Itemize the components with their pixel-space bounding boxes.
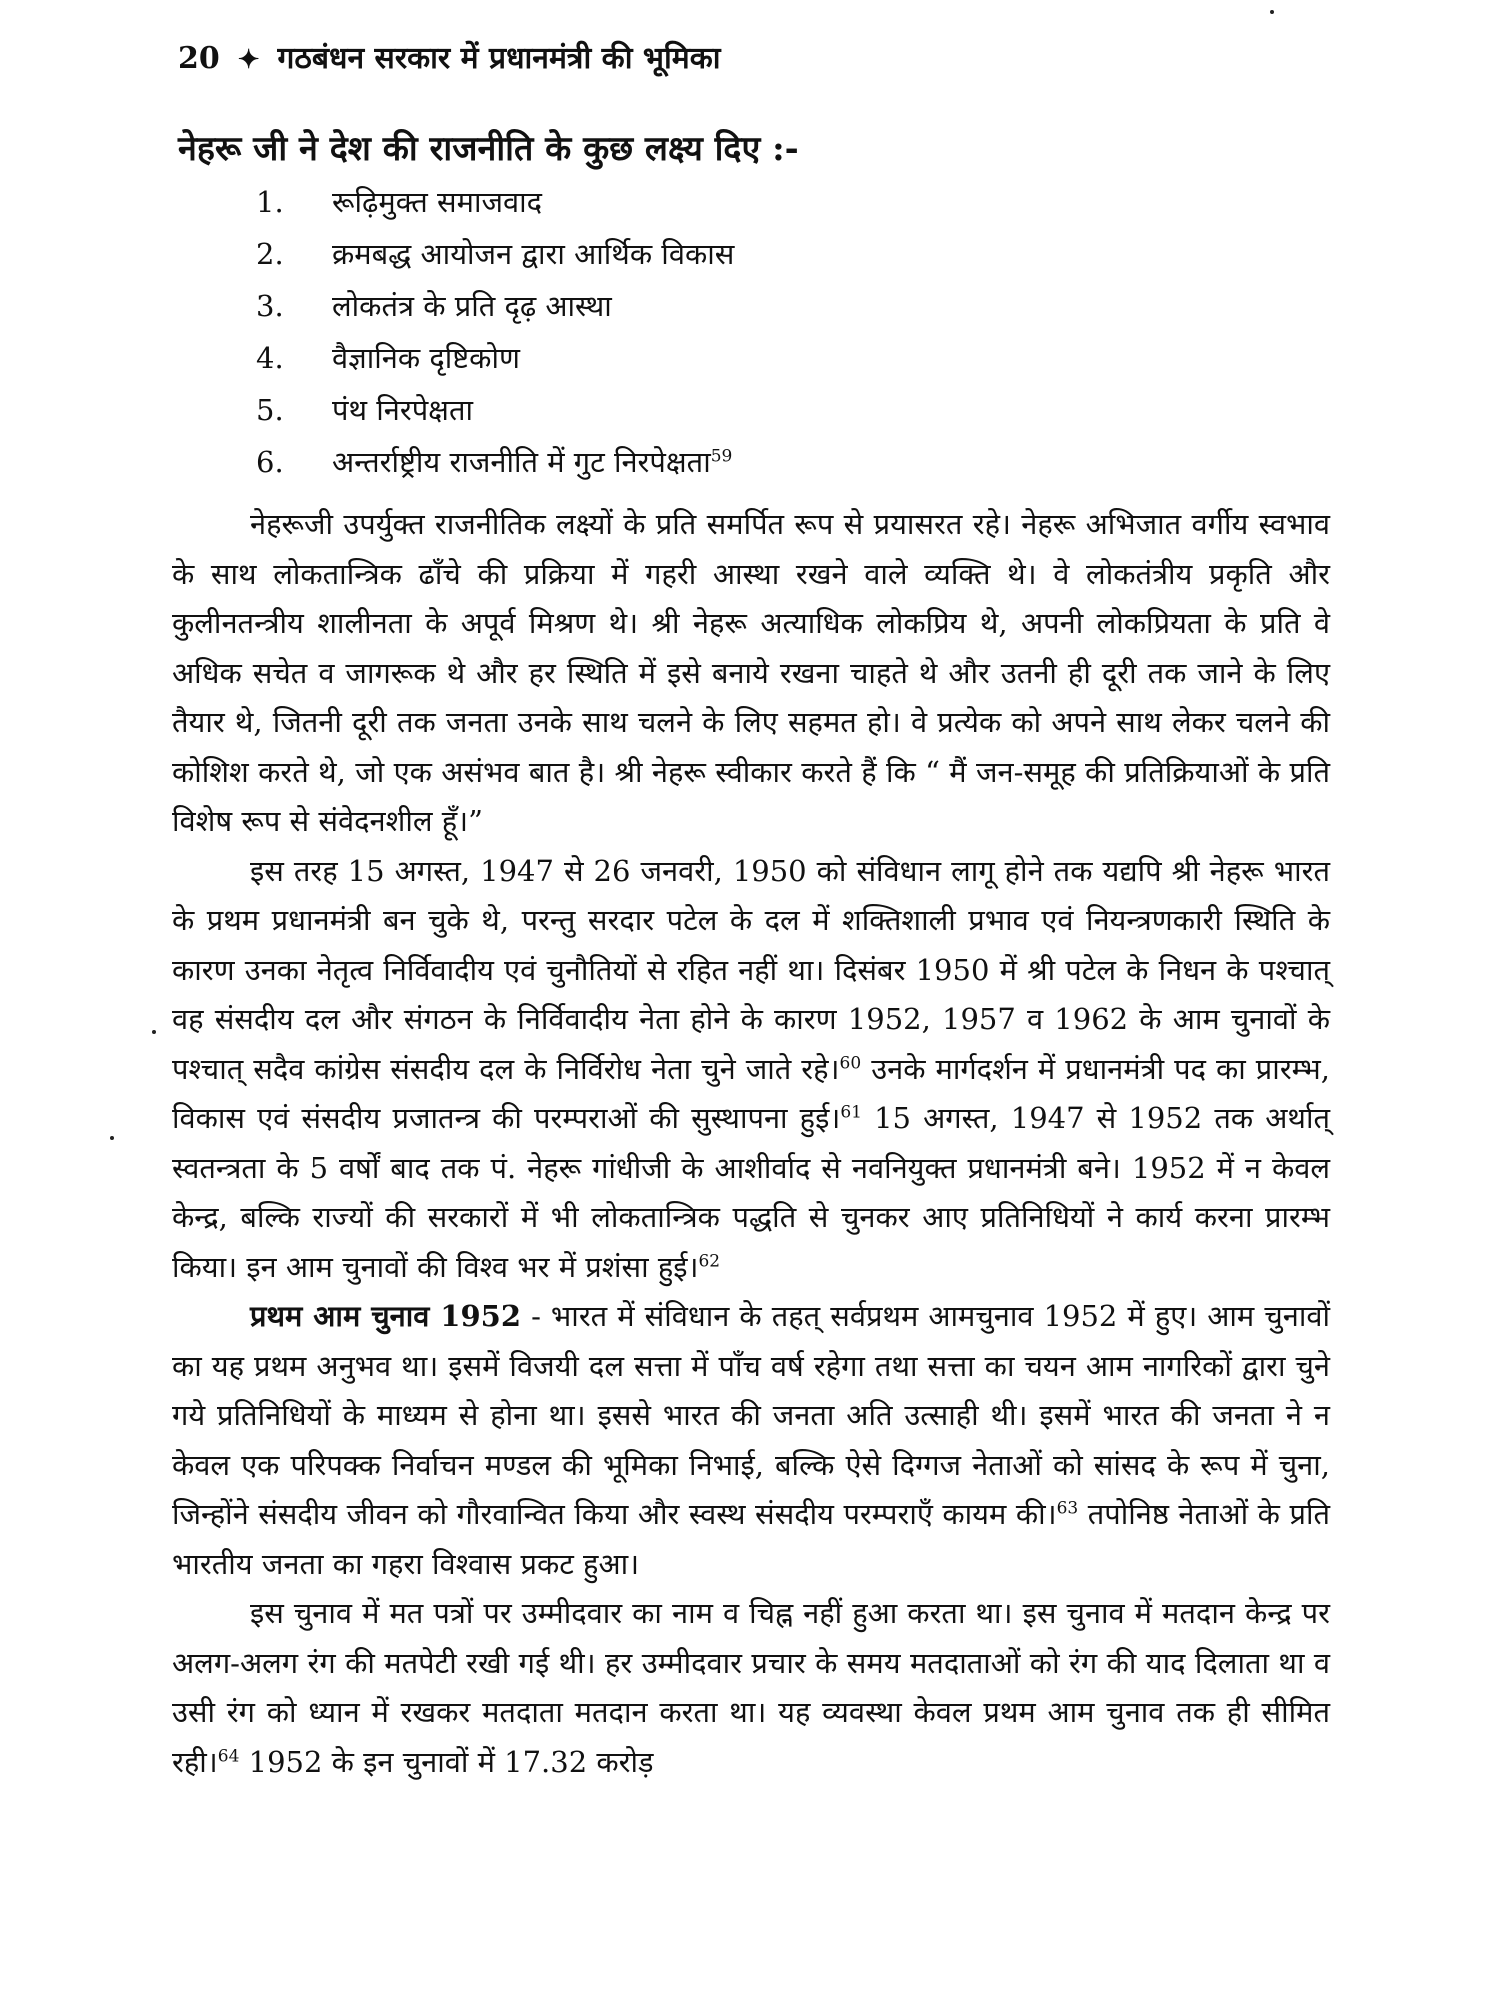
footnote-ref: 59 (710, 446, 733, 467)
footnote-ref: 63 (1056, 1498, 1079, 1519)
list-number: 4. (256, 341, 284, 375)
list-text: रूढ़िमुक्त समाजवाद (332, 185, 543, 219)
list-text: वैज्ञानिक दृष्टिकोण (332, 341, 520, 375)
list-text: अन्तर्राष्ट्रीय राजनीति में गुट निरपेक्षता (332, 445, 711, 479)
body-text (172, 500, 1330, 1787)
list-number: 2. (256, 237, 284, 271)
paragraph: नेहरूजी उपर्युक्त राजनीतिक लक्ष्यों के प्रति समर्पित रूप से प्रयासरत रहे। नेहरू अभिजात वर्गीय स्वभाव के साथ लोकतान्त्रिक ढाँचे की प्रक्रिया में गहरी आस्था रखने वाले व्यक्ति थे। वे लोकतंत्रीय प्रकृति और कुलीनतन्त्रीय शालीनता के अपूर्व मिश्रण थे। श्री नेहरू अत्याधिक लोकप्रिय थे, अपनी लोकप्रियता के प्रति वे अधिक सचेत व जागरूक थे और हर स्थिति में इसे बनाये रखना चाहते थे और उतनी ही दूरी तक जाने के लिए तैयार थे, जितनी दूरी तक जनता उनके साथ चलने के लिए सहमत हो। वे प्रत्येक को अपने साथ लेकर चलने की कोशिश करते थे, जो एक असंभव बात है। श्री नेहरू स्वीकार करते हैं कि “ मैं जन-समूह की प्रतिक्रियाओं के प्रति विशेष रूप से संवेदनशील हूँ।” (172, 507, 1330, 838)
section-title: नेहरू जी ने देश की राजनीति के कुछ लक्ष्य दिए :- (178, 129, 799, 169)
list-number: 1. (256, 185, 284, 219)
list-item (256, 390, 734, 442)
list-text: पंथ निरपेक्षता (332, 393, 473, 427)
list-number: 6. (256, 445, 284, 479)
footnote-ref: 61 (840, 1102, 862, 1123)
list-number: 5. (256, 393, 284, 427)
paragraph: इस चुनाव में मत पत्रों पर उम्मीदवार का नाम व चिह्न नहीं हुआ करता था। इस चुनाव में मतदान केन्द्र पर अलग-अलग रंग की मतपेटी रखी गई थी। हर उम्मीदवार प्रचार के समय मतदाताओं को रंग की याद दिलाता था व उसी रंग को ध्यान में रखकर मतदाता मतदान करता था। यह व्यवस्था केवल प्रथम आम चुनाव तक ही सीमित रही।$^{64}$ 1952 के इन चुनावों में 17.32 करोड़ (172, 1596, 1330, 1779)
list-item (256, 286, 734, 338)
list-item (256, 182, 734, 234)
scan-speck (152, 1030, 156, 1034)
ornament-icon: ✦ (237, 45, 260, 75)
list-item (256, 442, 734, 494)
paragraph: इस तरह 15 अगस्त, 1947 से 26 जनवरी, 1950 को संविधान लागू होने तक यद्यपि श्री नेहरू भारत के प्रथम प्रधानमंत्री बन चुके थे, परन्तु सरदार पटेल के दल में शक्तिशाली प्रभाव एवं नियन्त्रणकारी स्थिति के कारण उनका नेतृत्व निर्विवादीय एवं चुनौतियों से रहित नहीं था। दिसंबर 1950 में श्री पटेल के निधन के पश्चात् वह संसदीय दल और संगठन के निर्विवादीय नेता होने के कारण 1952, 1957 व 1962 के आम चुनावों के पश्चात् सदैव कांग्रेस संसदीय दल के निर्विरोध नेता चुने जाते रहे।$^{60}$ उनके मार्गदर्शन में प्रधानमंत्री पद का प्रारम्भ, विकास एवं संसदीय प्रजातन्त्र की परम्पराओं की सुस्थापना हुई।$^{61}$ 15 अगस्त, 1947 से 1952 तक अर्थात् स्वतन्त्रता के 5 वर्षों बाद तक पं. नेहरू गांधीजी के आशीर्वाद से नवनियुक्त प्रधानमंत्री बने। 1952 में न केवल केन्द्र, बल्कि राज्यों की सरकारों में भी लोकतान्त्रिक पद्धति से चुनकर आए प्रतिनिधियों ने कार्य करना प्रारम्भ किया। इन आम चुनावों की विश्व भर में प्रशंसा हुई।$^{62}$ (172, 853, 1330, 1284)
list-number: 3. (256, 289, 284, 323)
goal-list (256, 182, 734, 494)
list-text: लोकतंत्र के प्रति दृढ़ आस्था (332, 289, 612, 323)
running-title: गठबंधन सरकार में प्रधानमंत्री की भूमिका (277, 41, 721, 76)
inline-heading: प्रथम आम चुनाव 1952 (250, 1299, 522, 1333)
list-text: क्रमबद्ध आयोजन द्वारा आर्थिक विकास (332, 237, 735, 271)
page-number: 20 (178, 41, 220, 76)
paragraph: प्रथम आम चुनाव 1952 - भारत में संविधान के तहत् सर्वप्रथम आमचुनाव 1952 में हुए। आम चुनावों का यह प्रथम अनुभव था। इसमें विजयी दल सत्ता में पाँच वर्ष रहेगा तथा सत्ता का चयन आम नागरिकों द्वारा चुने गये प्रतिनिधियों के माध्यम से होना था। इससे भारत की जनता अति उत्साही थी। इसमें भारत की जनता ने न केवल एक परिपक्क निर्वाचन मण्डल की भूमिका निभाई, बल्कि ऐसे दिग्गज नेताओं को सांसद के रूप में चुना, जिन्होंने संसदीय जीवन को गौरवान्वित किया और स्वस्थ संसदीय परम्पराएँ कायम की।$^{63}$ तपोनिष्ठ नेताओं के प्रति भारतीय जनता का गहरा विश्वास प्रकट हुआ। (172, 1299, 1330, 1581)
list-item (256, 338, 734, 390)
running-head (178, 36, 721, 77)
footnote-ref: 64 (217, 1745, 240, 1766)
list-item (256, 234, 734, 286)
footnote-ref: 60 (839, 1052, 862, 1073)
scan-speck (110, 1136, 114, 1140)
footnote-ref: 62 (698, 1250, 721, 1271)
scan-speck (1270, 10, 1274, 14)
